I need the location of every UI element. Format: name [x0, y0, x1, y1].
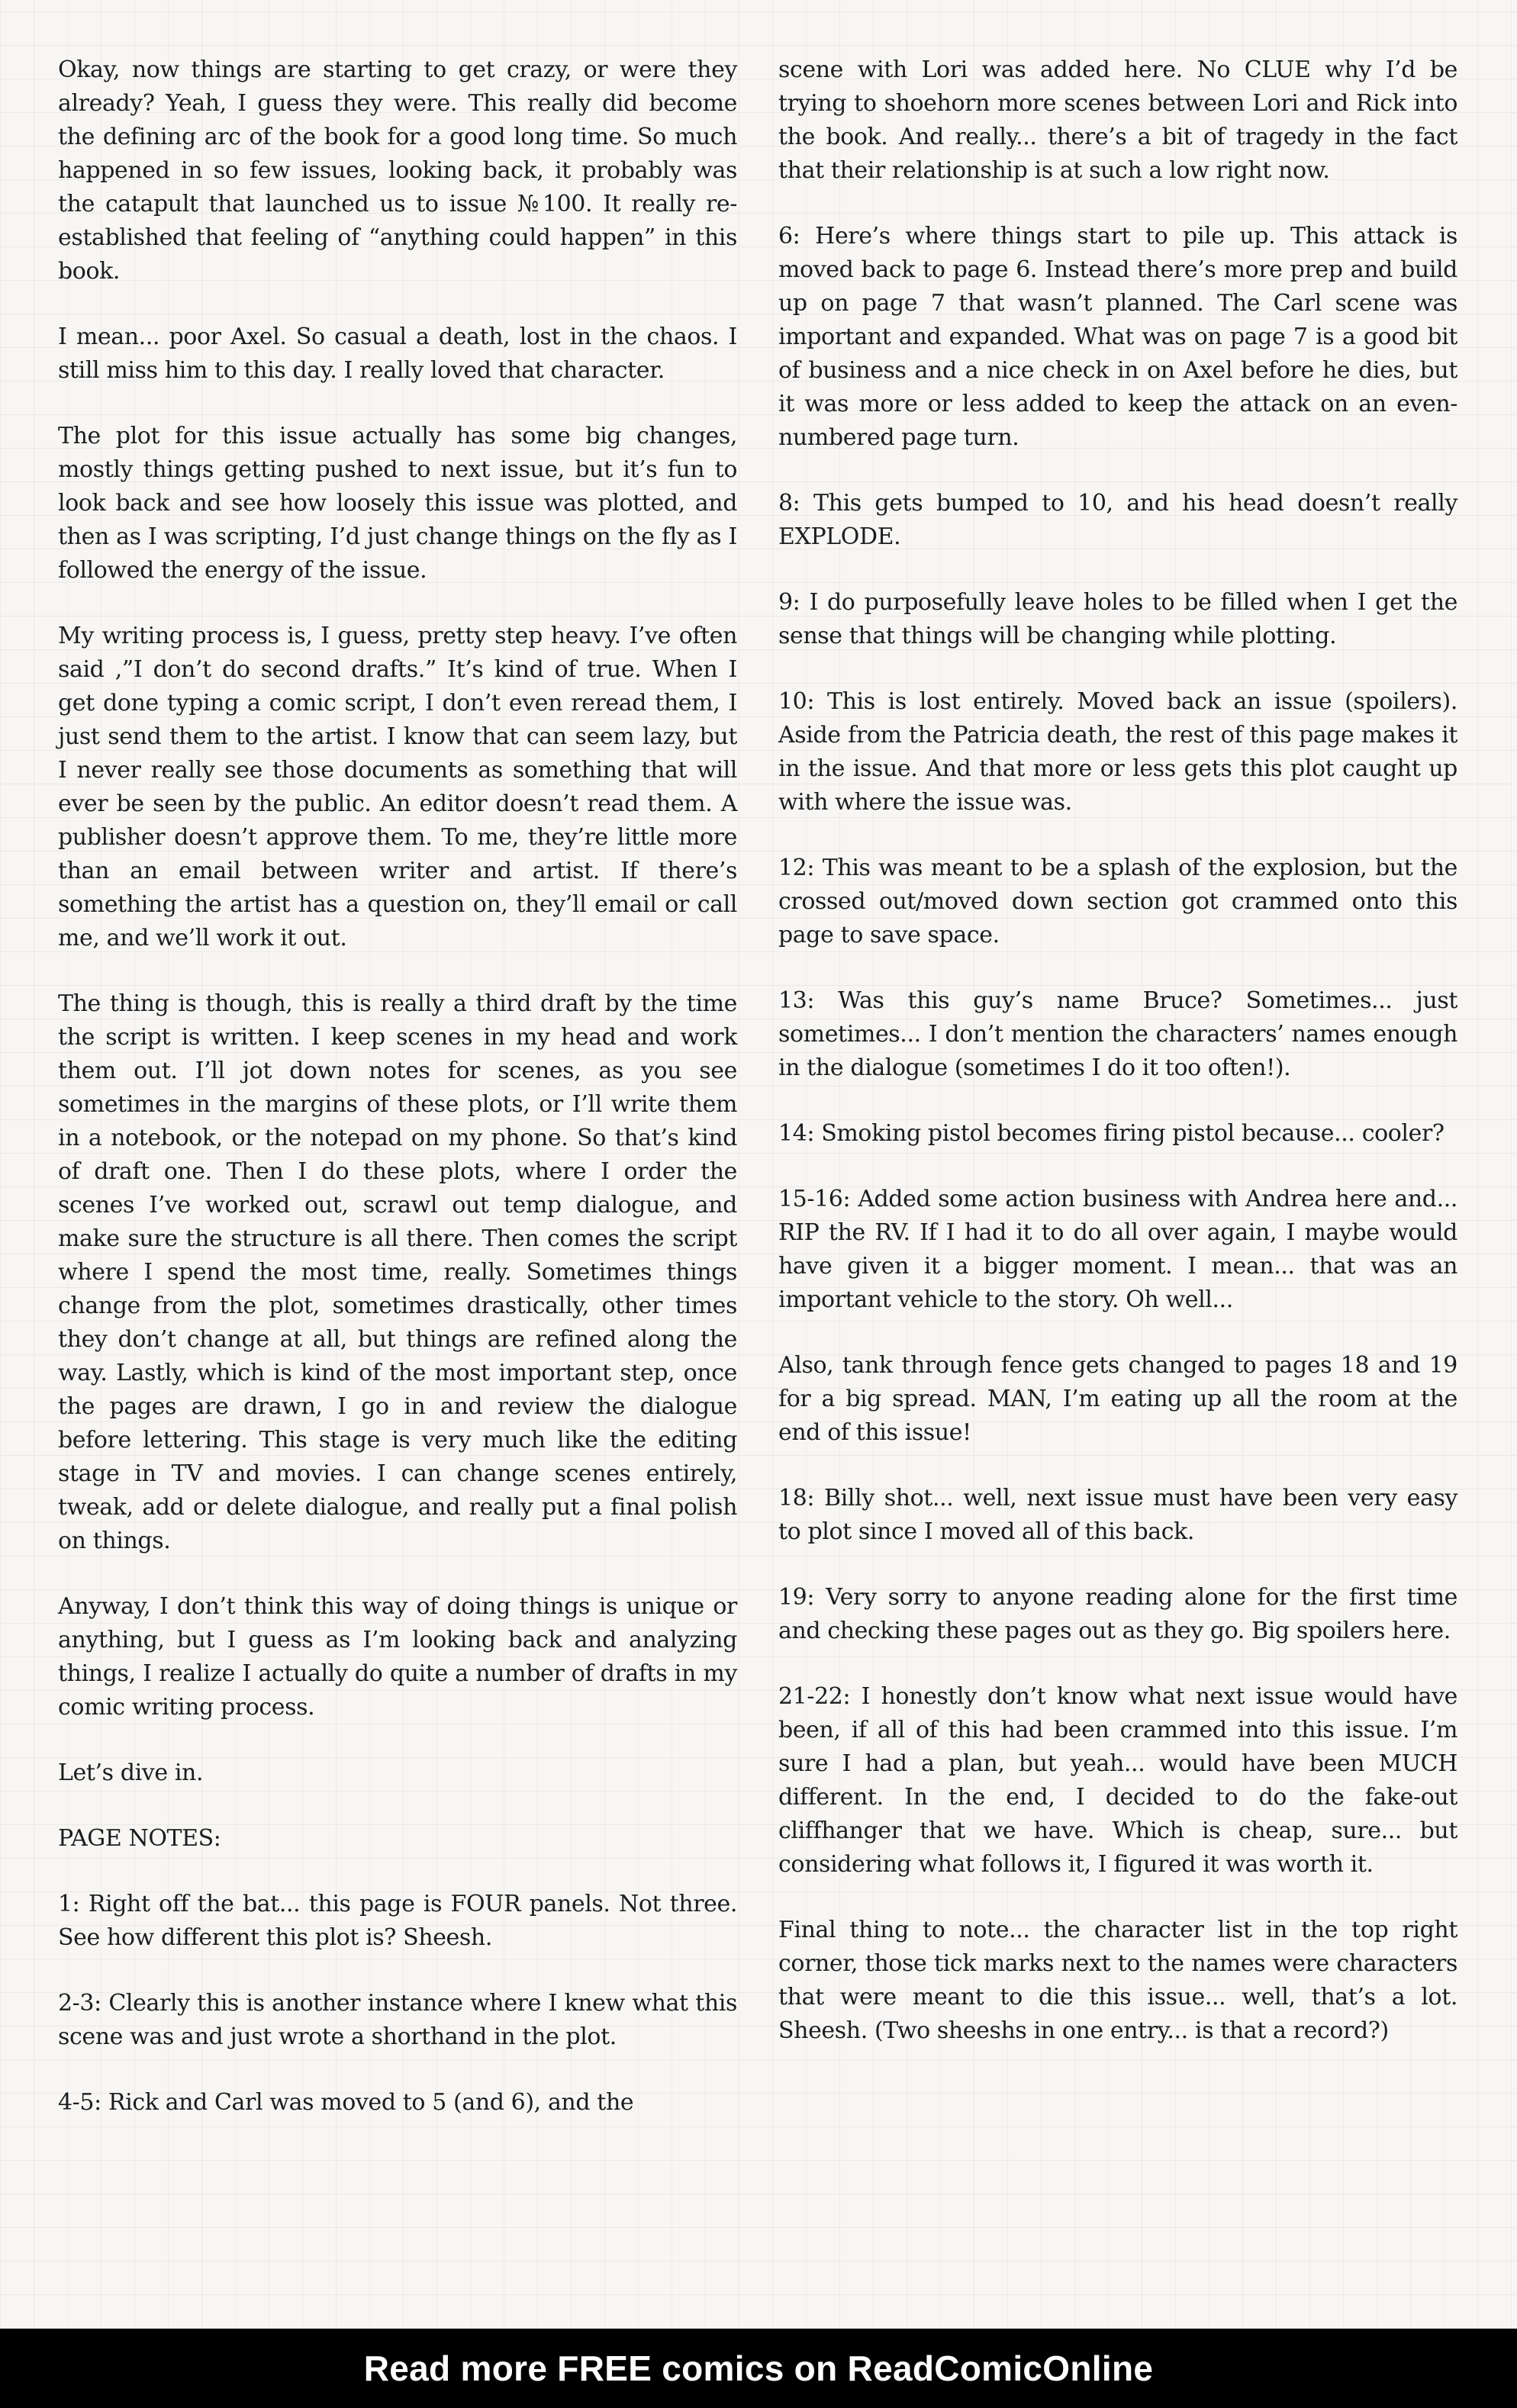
- page-note: 6: Here’s where things start to pile up. This attack is moved back to page 6. Instead there’s more prep and build up on page 7 that wasn’t planned. The Carl scene was important and expanded. What was on page 7 is a good bit of business and a nice check in on Axel before he dies, but it was more or less added to keep the attack on an even-numbered page turn.: [778, 223, 1457, 451]
- page-note: 10: This is lost entirely. Moved back an issue (spoilers). Aside from the Patricia death, the rest of this page makes it in the issue. And that more or less gets this plot caught up with where the issue was.: [778, 688, 1457, 816]
- page-note: 1: Right off the bat... this page is FOUR panels. Not three. See how different this plot is? Sheesh.: [58, 1891, 737, 1951]
- paragraph: The plot for this issue actually has some big changes, mostly things getting pushed to next issue, but it’s fun to look back and see how loosely this issue was plotted, and then as I was scripting, I’d just change things on the fly as I followed the energy of the issue.: [58, 423, 737, 584]
- footer-banner: [0, 2329, 1517, 2408]
- page-note: 9: I do purposefully leave holes to be filled when I get the sense that things will be changing while plotting.: [778, 589, 1457, 649]
- page-note: 2-3: Clearly this is another instance where I knew what this scene was and just wrote a shorthand in the plot.: [58, 1990, 737, 2050]
- page-note: Also, tank through fence gets changed to pages 18 and 19 for a big spread. MAN, I’m eating up all the room at the end of this issue!: [778, 1352, 1457, 1446]
- paragraph: Okay, now things are starting to get crazy, or were they already? Yeah, I guess they were. This really did become the defining arc of the book for a good long time. So much happened in so few issues, looking back, it probably was the catapult that launched us to issue №100. It really re-established that feeling of “anything could happen” in this book.: [58, 56, 737, 285]
- page-note: 18: Billy shot... well, next issue must have been very easy to plot since I moved all of this back.: [778, 1485, 1457, 1545]
- section-heading: PAGE NOTES:: [58, 1825, 221, 1852]
- paragraph: I mean... poor Axel. So casual a death, lost in the chaos. I still miss him to this day. I really loved that character.: [58, 324, 737, 384]
- page-note: 19: Very sorry to anyone reading alone for the first time and checking these pages out as they go. Big spoilers here.: [778, 1584, 1457, 1644]
- page-note: 15-16: Added some action business with Andrea here and... RIP the RV. If I had it to do all over again, I maybe would have given it a bigger moment. I mean... that was an important vehicle to the story. Oh well...: [778, 1186, 1457, 1313]
- paragraph: Anyway, I don’t think this way of doing things is unique or anything, but I guess as I’m looking back and analyzing things, I realize I actually do quite a number of drafts in my comic writing process.: [58, 1593, 737, 1721]
- page-note: 21-22: I honestly don’t know what next issue would have been, if all of this had been crammed into this issue. I’m sure I had a plan, but yeah... would have been MUCH different. In the end, I decided to do the fake-out cliffhanger that we have. Which is cheap, sure... but considering what follows it, I figured it was worth it.: [778, 1683, 1457, 1878]
- page-note: Final thing to note... the character list in the top right corner, those tick marks next to the names were characters that were meant to die this issue... well, that’s a lot. Sheesh. (Two sheeshs in one entry... is that a record?): [778, 1917, 1457, 2044]
- page-note: scene with Lori was added here. No CLUE why I’d be trying to shoehorn more scenes between Lori and Rick into the book. And really... there’s a bit of tragedy in the fact that their relationship is at such a low right now.: [778, 56, 1457, 184]
- left-column: [58, 53, 737, 2152]
- footer-link[interactable]: Read more FREE comics on ReadComicOnline: [363, 2348, 1154, 2388]
- paragraph: The thing is though, this is really a third draft by the time the script is written. I keep scenes in my head and work them out. I’ll jot down notes for scenes, as you see sometimes in the margins of these plots, or I’ll write them in a notebook, or the notepad on my phone. So that’s kind of draft one. Then I do these plots, where I order the scenes I’ve worked out, scrawl out temp dialogue, and make sure the structure is all there. Then comes the script where I spend the most time, really. Sometimes things change from the plot, sometimes drastically, other times they don’t change at all, but things are refined along the way. Lastly, which is kind of the most important step, once the pages are drawn, I go in and review the dialogue before lettering. This stage is very much like the editing stage in TV and movies. I can change scenes entirely, tweak, add or delete dialogue, and really put a final polish on things.: [58, 990, 737, 1554]
- right-column: [778, 53, 1457, 2080]
- paragraph: Let’s dive in.: [58, 1759, 204, 1786]
- page-note: 8: This gets bumped to 10, and his head doesn’t really EXPLODE.: [778, 490, 1457, 550]
- page-note: 12: This was meant to be a splash of the explosion, but the crossed out/moved down section got crammed onto this page to save space.: [778, 855, 1457, 948]
- page-note: 4-5: Rick and Carl was moved to 5 (and 6), and the: [58, 2089, 634, 2116]
- page-note: 13: Was this guy’s name Bruce? Sometimes... just sometimes... I don’t mention the characters’ names enough in the dialogue (sometimes I do it too often!).: [778, 987, 1457, 1081]
- paragraph: My writing process is, I guess, pretty step heavy. I’ve often said ,”I don’t do second drafts.” It’s kind of true. When I get done typing a comic script, I don’t even reread them, I just send them to the artist. I know that can seem lazy, but I never really see those documents as something that will ever be seen by the public. An editor doesn’t read them. A publisher doesn’t approve them. To me, they’re little more than an email between writer and artist. If there’s something the artist has a question on, they’ll email or call me, and we’ll work it out.: [58, 623, 737, 951]
- page-note: 14: Smoking pistol becomes firing pistol because... cooler?: [778, 1120, 1445, 1147]
